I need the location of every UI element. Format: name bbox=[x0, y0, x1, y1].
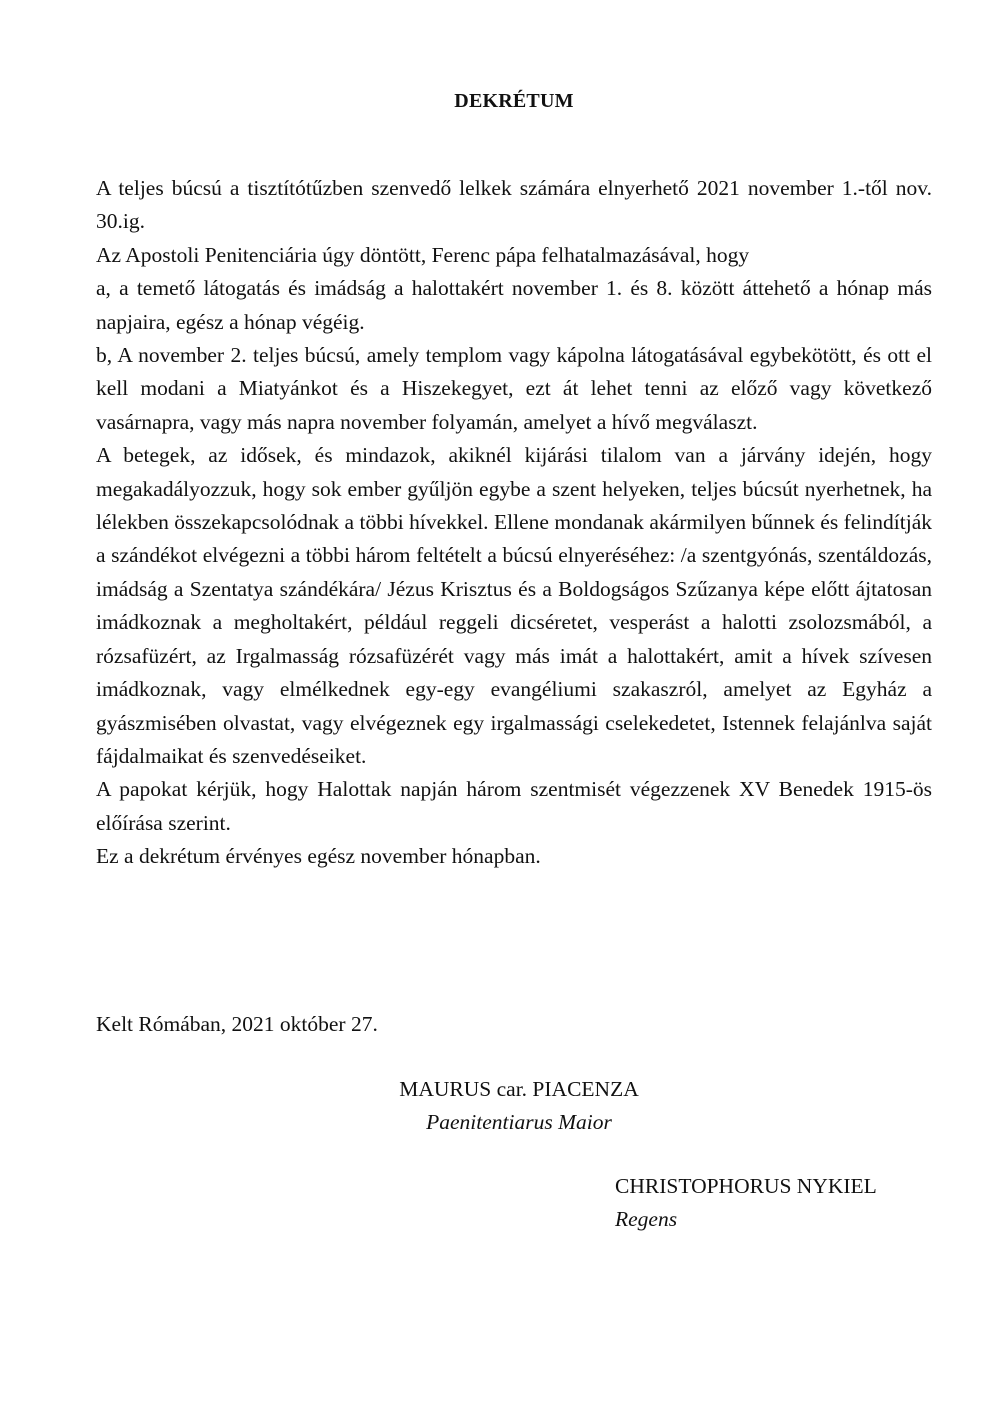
signature-block-2 bbox=[615, 1170, 877, 1236]
paragraph-decision: Az Apostoli Penitenciária úgy döntött, Ferenc pápa felhatalmazásával, hogy bbox=[96, 242, 750, 267]
signatory-role: Regens bbox=[615, 1207, 678, 1231]
signatory-name: MAURUS car. PIACENZA bbox=[399, 1077, 639, 1101]
place-date: Kelt Rómában, 2021 október 27. bbox=[96, 1012, 378, 1036]
signatory-role: Paenitentiarus Maior bbox=[426, 1110, 612, 1134]
paragraph-sick-elderly: A betegek, az idősek, és mindazok, akiknél kijárási tilalom van a járvány idején, hogy megakadályozzuk, hogy sok ember gyűljön egybe a szent helyeken, teljes búcsút nyerhetnek, ha lélekben összekapcsolódnak a többi hívekkel. Ellene mondanak akármilyen bűnnek és felindítják a szándékot elvégezni a többi három feltételt a búcsú elnyeréséhez: /a szentgyónás, szentáldozás, imádság a Szentatya szándékára/ Jézus Krisztus és a Boldogságos Szűzanya képe előtt ájtatosan imádkoznak a megholtakért, például reggeli dicséretet, vesperást a halotti zsolozsmából, a rózsafüzért, az Irgalmasság rózsafüzérét vagy más imát a halottakért, amit a hívek szívesen imádkoznak, vagy elmélkednek egy-egy evangéliumi szakaszról, amelyet az Egyház a gyászmisében olvastat, vagy elvégeznek egy irgalmassági cselekedetet, Istennek felajánlva saját fájdalmaikat és szenvedéseiket. bbox=[96, 443, 932, 768]
signature-block-1 bbox=[374, 1073, 664, 1139]
document-title: DEKRÉTUM bbox=[454, 90, 574, 112]
paragraph-validity: Ez a dekrétum érvényes egész november hónapban. bbox=[96, 844, 541, 869]
paragraph-intro: A teljes búcsú a tisztítótűzben szenvedő lelkek számára elnyerhető 2021 november 1.-től nov. 30.ig. bbox=[96, 176, 932, 234]
paragraph-point-a: a, a temető látogatás és imádság a halottakért november 1. és 8. között áttehető a hónap más napjaira, egész a hónap végéig. bbox=[96, 276, 932, 334]
paragraph-priests: A papokat kérjük, hogy Halottak napján három szentmisét végezzenek XV Benedek 1915-ös előírása szerint. bbox=[96, 777, 932, 835]
paragraph-point-b: b, A november 2. teljes búcsú, amely templom vagy kápolna látogatásával egybekötött, és ott el kell modani a Miatyánkot és a Hiszekegyet, ezt át lehet tenni az előző vagy következő vasárnapra, vagy más napra november folyamán, amelyet a hívő megválaszt. bbox=[96, 343, 932, 434]
signatory-name: CHRISTOPHORUS NYKIEL bbox=[615, 1174, 877, 1198]
document-body bbox=[96, 172, 932, 874]
